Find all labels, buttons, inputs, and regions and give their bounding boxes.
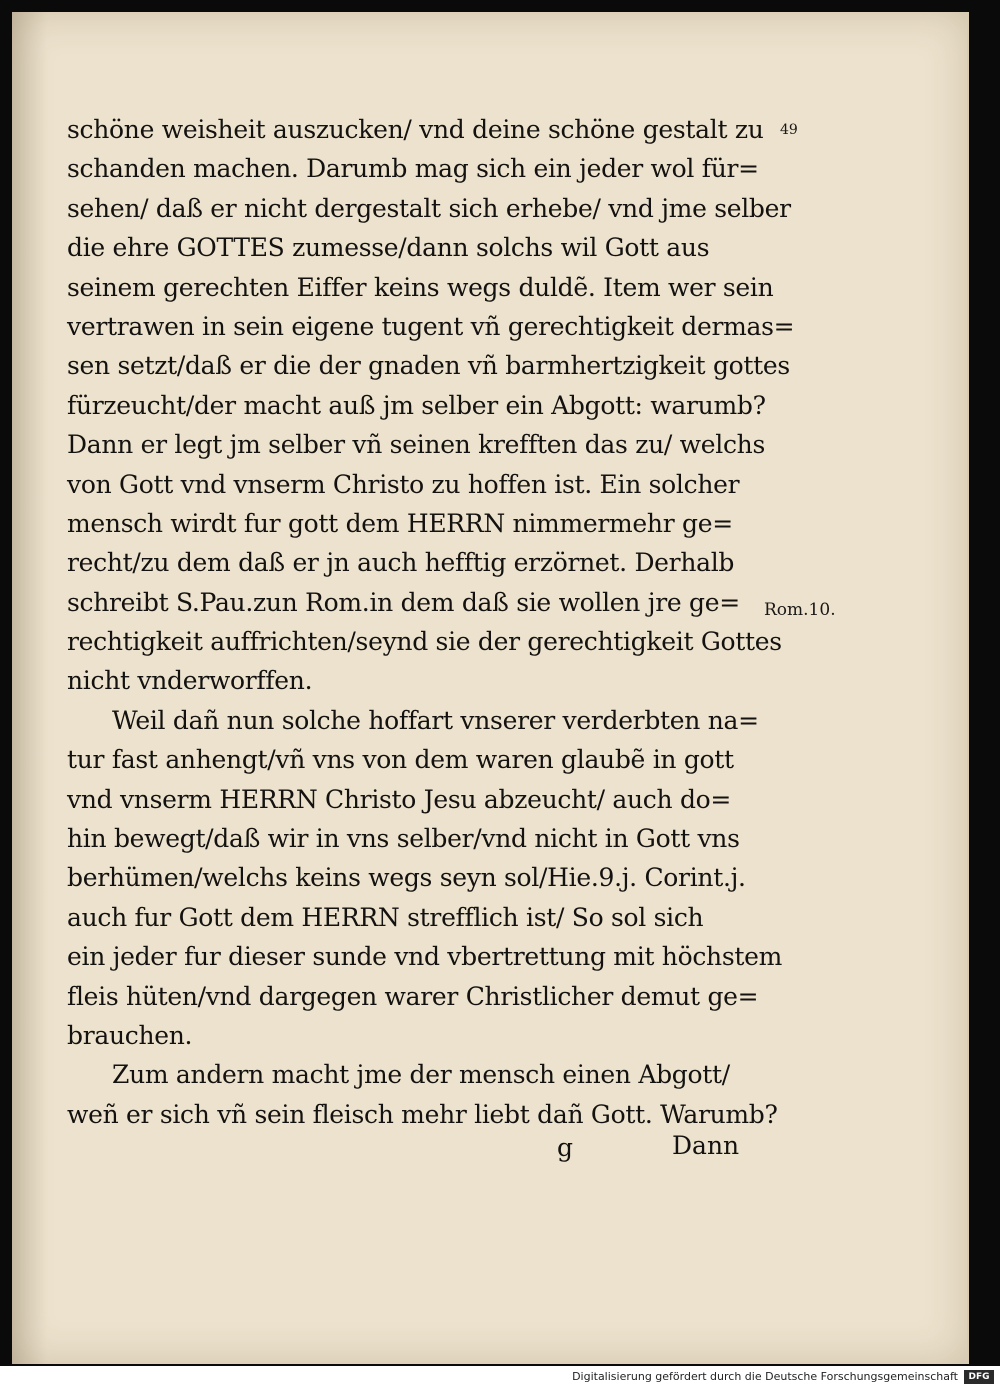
text-line-16: Weil dañ nun solche hoffart vnserer verderbten na= xyxy=(112,705,759,735)
text-line-15: nicht vnderworffen. xyxy=(67,666,313,696)
text-line-19: hin bewegt/daß wir in vns selber/vnd nicht in Gott vns xyxy=(67,824,740,854)
text-line-26: weñ er sich vñ sein fleisch mehr liebt dañ Gott. Warumb? xyxy=(67,1099,778,1129)
catchword: Dann xyxy=(672,1131,740,1160)
text-line-9: Dann er legt jm selber vñ seinen krefften das zu/ welchs xyxy=(67,430,765,460)
signature-mark: g xyxy=(557,1133,574,1162)
text-line-10: von Gott vnd vnserm Christo zu hoffen ist. Ein solcher xyxy=(67,469,740,499)
text-line-20: berhümen/welchs keins wegs seyn sol/Hie.9.j. Corint.j. xyxy=(67,863,746,893)
text-line-5: seinem gerechten Eiffer keins wegs duldẽ. Item wer sein xyxy=(67,272,774,302)
text-line-18: vnd vnserm HERRN Christo Jesu abzeucht/ auch do= xyxy=(67,784,732,814)
text-line-8: fürzeucht/der macht auß jm selber ein Abgott: warumb? xyxy=(67,390,766,420)
marginal-reference: Rom.10. xyxy=(764,600,836,620)
book-page xyxy=(12,12,969,1364)
text-line-12: recht/zu dem daß er jn auch hefftig erzörnet. Derhalb xyxy=(67,548,735,578)
text-line-24: brauchen. xyxy=(67,1020,193,1050)
text-line-21: auch fur Gott dem HERRN strefflich ist/ So sol sich xyxy=(67,902,704,932)
text-line-14: rechtigkeit auffrichten/seynd sie der gerechtigkeit Gottes xyxy=(67,627,782,657)
text-line-6: vertrawen in sein eigene tugent vñ gerechtigkeit dermas= xyxy=(67,311,795,341)
funding-credit: Digitalisierung gefördert durch die Deutsche Forschungsgemeinschaft xyxy=(572,1370,958,1383)
text-line-25: Zum andern macht jme der mensch einen Abgott/ xyxy=(112,1060,730,1090)
text-line-1: schöne weisheit auszucken/ vnd deine schöne gestalt zu xyxy=(67,115,764,144)
gutter-shadow xyxy=(12,12,47,1364)
text-line-13: schreibt S.Pau.zun Rom.in dem daß sie wollen jre ge= xyxy=(67,587,740,617)
text-line-7: sen setzt/daß er die der gnaden vñ barmhertzigkeit gottes xyxy=(67,351,790,381)
text-line-17: tur fast anhengt/vñ vns von dem waren glaubẽ in gott xyxy=(67,745,734,775)
text-line-22: ein jeder fur dieser sunde vnd vbertrettung mit höchstem xyxy=(67,942,783,972)
footer-bar xyxy=(0,1366,1000,1390)
folio-number: 49 xyxy=(780,122,798,138)
text-line-11: mensch wirdt fur gott dem HERRN nimmermehr ge= xyxy=(67,508,733,538)
text-line-2: schanden machen. Darumb mag sich ein jeder wol für= xyxy=(67,154,759,184)
text-line-3: sehen/ daß er nicht dergestalt sich erhebe/ vnd jme selber xyxy=(67,193,791,223)
text-line-4: die ehre GOTTES zumesse/dann solchs wil Gott aus xyxy=(67,233,710,263)
dfg-logo-icon: DFG xyxy=(964,1370,994,1384)
text-line-23: fleis hüten/vnd dargegen warer Christlicher demut ge= xyxy=(67,981,759,1011)
